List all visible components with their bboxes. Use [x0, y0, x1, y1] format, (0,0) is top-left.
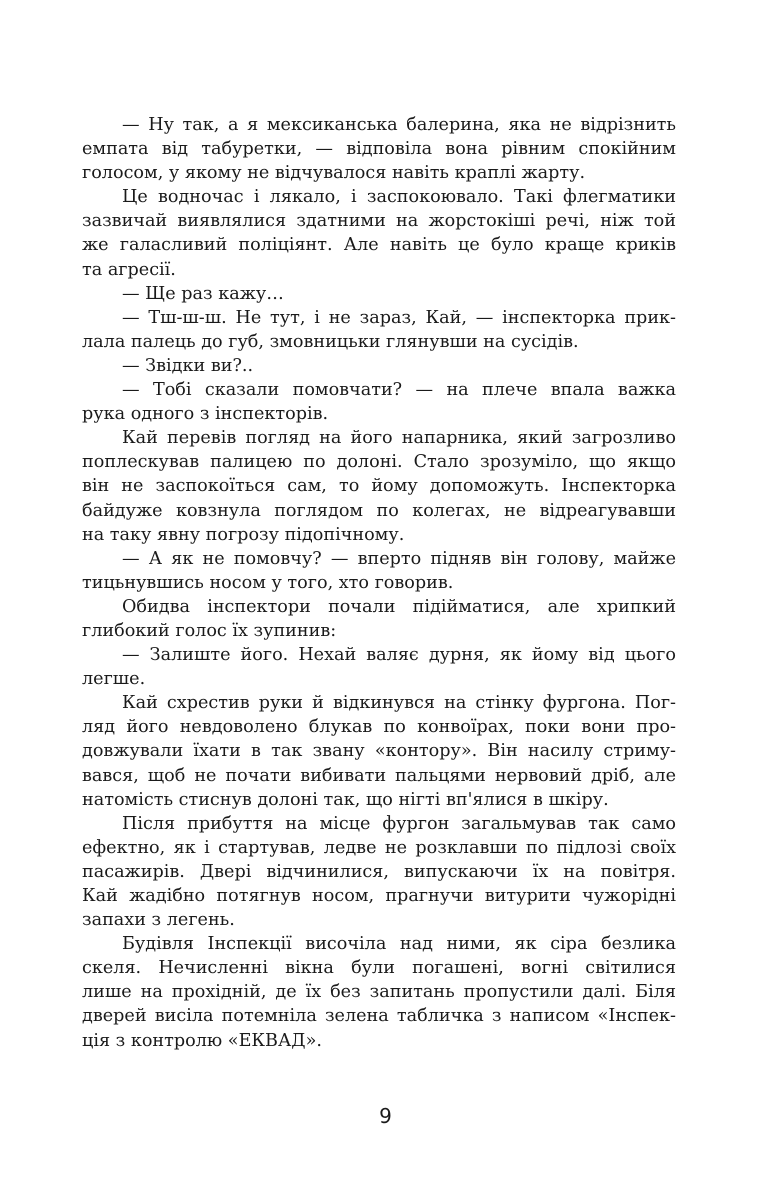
text-line: же галасливий поліціянт. Але навіть це було краще криків: [82, 235, 676, 256]
text-line: — Ну так, а я мексиканська балерина, яка не відрізнить: [122, 115, 676, 135]
text-line: запахи з легень.: [82, 910, 235, 931]
text-line: — Тобі сказали помовчати? — на плече впала важка: [122, 380, 676, 401]
text-line: Це водночас і лякало, і заспокоювало. Такі флегматики: [122, 187, 676, 208]
text-line: Будівля Інспекції височіла над ними, як сіра безлика: [122, 934, 676, 955]
text-line: байдуже ковзнула поглядом по колегах, не відреагувавши: [82, 500, 676, 521]
text-line: Кай перевів погляд на його напарника, який загрозливо: [122, 428, 676, 449]
text-line: глибокий голос їх зупинив:: [82, 620, 337, 641]
text-line: на таку явну погрозу підопічному.: [82, 524, 405, 545]
text-line: ефектно, як і стартував, ледве не розклавши по підлозі своїх: [82, 837, 676, 858]
text-line: — Залиште його. Нехай валяє дурня, як йому від цього: [122, 645, 676, 666]
text-line: дверей висіла потемніла зелена табличка з написом «Інспек-: [82, 1006, 676, 1027]
text-line: Кай жадібно потягнув носом, прагнучи витурити чужорідні: [82, 886, 676, 906]
text-line: Кай схрестив руки й відкинувся на стінку фургона. Пог-: [122, 693, 676, 714]
text-line: тицьнувшись носом у того, хто говорив.: [82, 572, 454, 593]
text-line: — А як не помовчу? — вперто підняв він голову, майже: [122, 548, 676, 569]
text-line: натомість стиснув долоні так, що нігті вп'ялися в шкіру.: [82, 789, 609, 810]
text-line: він не заспокоїться сам, то йому допоможуть. Інспекторка: [82, 476, 676, 497]
text-line: — Звідки ви?..: [122, 355, 254, 376]
text-line: Після прибуття на місце фургон загальмував так само: [122, 813, 676, 834]
text-line: — Тш-ш-ш. Не тут, і не зараз, Кай, — інспекторка прик-: [122, 307, 676, 328]
text-line: поплескував палицею по долоні. Стало зрозуміло, що якщо: [82, 452, 676, 473]
text-line: рука одного з інспекторів.: [82, 404, 329, 425]
text-line: лише на прохідній, де їх без запитань пропустили далі. Біля: [82, 982, 676, 1003]
text-line: лала палець до губ, змовницьки глянувши на сусідів.: [82, 331, 579, 352]
text-line: пасажирів. Двері відчинилися, випускаючи їх на повітря.: [82, 861, 676, 882]
text-line: — Ще раз кажу…: [122, 283, 284, 304]
text-line: голосом, у якому не відчувалося навіть краплі жарту.: [82, 163, 586, 184]
text-line: вався, щоб не почати вибивати пальцями нервовий дріб, але: [82, 765, 676, 786]
text-line: зазвичай виявлялися здатними на жорстокіші речі, ніж той: [82, 211, 676, 232]
text-line: ляд його невдоволено блукав по конвоїрах, поки вони про-: [82, 717, 676, 738]
text-line: Обидва інспектори почали підійматися, але хрипкий: [122, 596, 676, 617]
text-line: та агресії.: [82, 259, 176, 280]
text-line: емпата від табуретки, — відповіла вона рівним спокійним: [82, 139, 676, 160]
text-line: ція з контролю «ЕКВАД».: [82, 1030, 322, 1051]
page-number: 9: [379, 1104, 392, 1128]
body-text: [82, 113, 676, 1053]
text-line: довжували їхати в так звану «контору». Він насилу стриму-: [82, 741, 676, 762]
text-line: легше.: [82, 669, 146, 690]
text-line: скеля. Нечисленні вікна були погашені, вогні світилися: [82, 958, 676, 979]
